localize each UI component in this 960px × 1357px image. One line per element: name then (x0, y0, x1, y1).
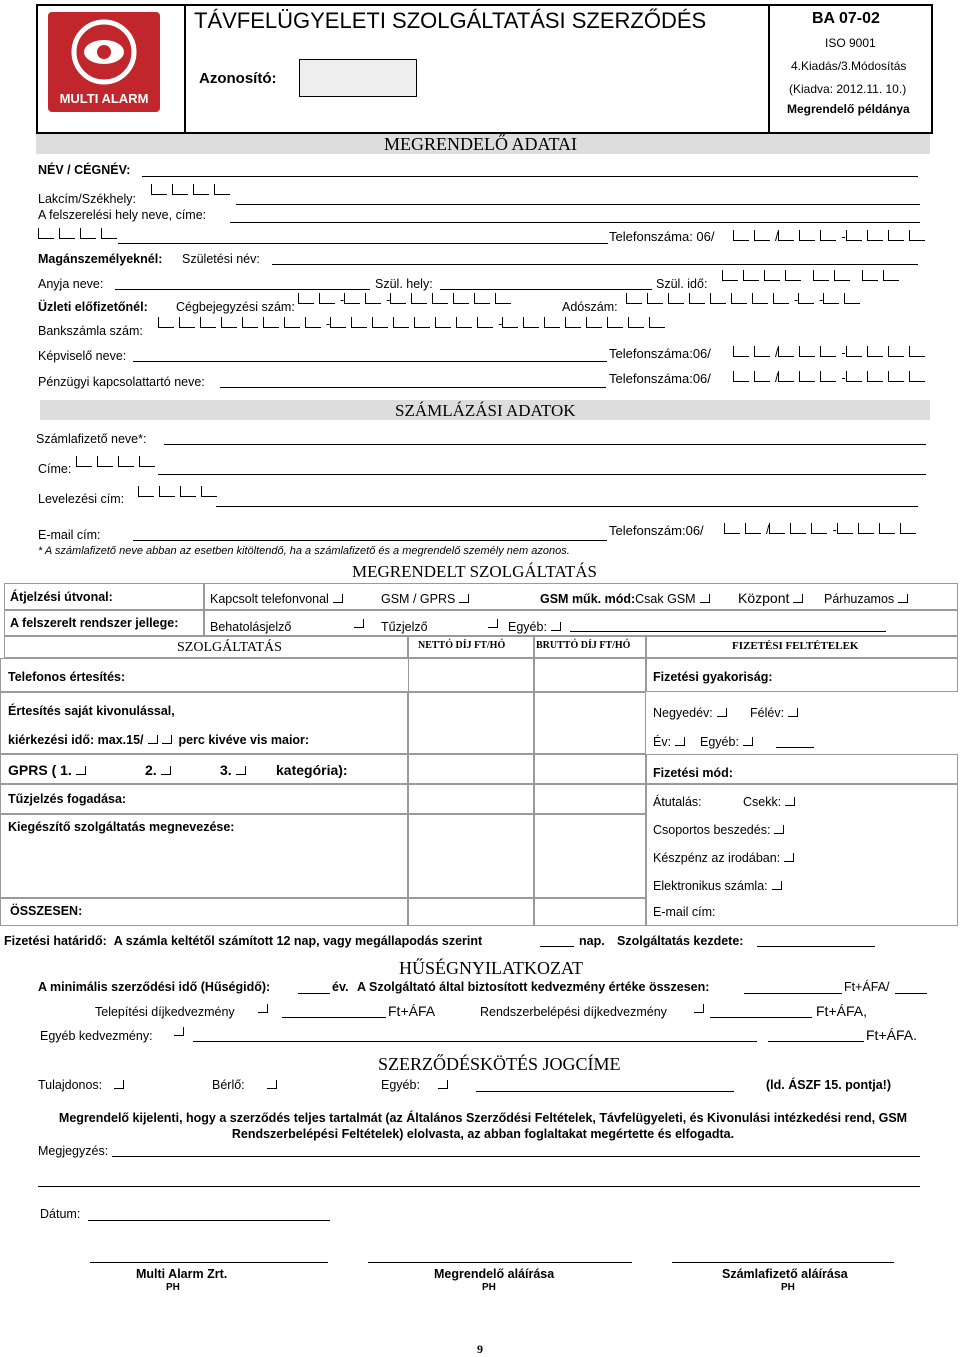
owner-option[interactable] (38, 1078, 124, 1092)
remark-field-2[interactable] (38, 1186, 920, 1187)
option-parallel[interactable] (824, 592, 908, 606)
response-label (8, 733, 309, 747)
loyalty-section-title: HŰSÉGNYILATKOZAT (399, 958, 583, 978)
other-freq-label: Egyéb: (700, 735, 739, 749)
customer-section-title: MEGRENDELŐ ADATAI (384, 134, 578, 154)
finance-contact-field[interactable] (220, 387, 606, 388)
parallel-label: Párhuzamos (824, 592, 895, 606)
gprs-label: GPRS ( 1. (8, 762, 72, 778)
company-reg-label: Cégbejegyzési szám: (176, 300, 295, 314)
landline-checkbox[interactable] (333, 594, 343, 603)
mail-address-field[interactable] (216, 506, 918, 507)
method-label: Fizetési mód: (653, 766, 733, 780)
tax-boxes[interactable]: - - (626, 293, 865, 307)
gprs-category-label: kategória): (276, 762, 348, 778)
option-central[interactable] (738, 590, 803, 606)
install-discount-checkbox[interactable] (258, 1004, 268, 1013)
iso-label: ISO 9001 (825, 36, 876, 50)
patrol-label: Értesítés saját kivonulással, (8, 704, 175, 718)
min-term-label: A minimális szerződési idő (Hűségidő): (38, 980, 271, 994)
logo-text: MULTI ALARM (59, 91, 149, 106)
year-checkbox[interactable] (675, 737, 685, 746)
birth-place-label: Szül. hely: (375, 277, 433, 291)
gross-fire-cell[interactable] (534, 784, 646, 814)
other-system-checkbox[interactable] (551, 622, 561, 631)
net-gprs-cell[interactable] (408, 754, 534, 784)
copy-label: Megrendelő példánya (787, 102, 910, 116)
gprs-row (8, 762, 86, 778)
install-address-field[interactable] (118, 243, 608, 244)
gross-total-cell[interactable] (534, 898, 646, 926)
quarter-label: Negyedév: (653, 706, 713, 720)
sig1-label: Multi Alarm Zrt. (136, 1267, 228, 1281)
deadline-days-field[interactable] (540, 946, 574, 947)
other-discount-checkbox[interactable] (174, 1027, 184, 1036)
address-label: Lakcím/Székhely: (38, 192, 136, 206)
billing-phone-label: Telefonszám:06/ (609, 523, 704, 538)
bank-boxes[interactable]: - - (158, 317, 670, 331)
option-fire[interactable] (381, 620, 428, 634)
system-label: A felszerelt rendszer jellege: (10, 616, 179, 630)
deadline-text: A számla keltétől számított 12 nap, vagy megállapodás szerint (113, 934, 483, 948)
mother-name-field[interactable] (115, 289, 370, 290)
intrusion-label: Behatolásjelző (210, 620, 292, 634)
fire-checkbox[interactable] (488, 619, 498, 628)
other-discount-field[interactable] (193, 1041, 757, 1042)
finance-phone-label: Telefonszáma:06/ (609, 371, 711, 386)
page-number: 9 (477, 1342, 483, 1356)
rep-phone-boxes[interactable]: / - (733, 346, 930, 360)
option-gsm[interactable] (381, 592, 469, 606)
install-zip-boxes[interactable] (38, 228, 122, 242)
edition-label: 4.Kiadás/3.Módosítás (791, 59, 907, 73)
transfer-label: Átutalás: (653, 795, 702, 809)
aszf-ref: (ld. ÁSZF 15. pontja!) (766, 1078, 891, 1092)
gsm-mode (540, 592, 710, 606)
gprs-cat2 (145, 762, 171, 778)
payer-zip-boxes[interactable] (76, 456, 160, 470)
tenant-option[interactable] (212, 1078, 277, 1092)
sig3-label: Számlafizető aláírása (722, 1267, 848, 1281)
sig2-line[interactable] (368, 1262, 632, 1263)
days-label: nap. (579, 934, 605, 948)
gsm-checkbox[interactable] (459, 594, 469, 603)
header-divider-1 (184, 6, 186, 132)
ph-3: PH (781, 1282, 795, 1293)
ph-1: PH (166, 1282, 180, 1293)
quarter-checkbox[interactable] (717, 708, 727, 717)
finance-contact-label: Pénzügyi kapcsolattartó neve: (38, 375, 205, 389)
tenant-label: Bérlő: (212, 1078, 245, 1092)
group-label: Csoportos beszedés: (653, 823, 771, 837)
sig1-line[interactable] (90, 1262, 328, 1263)
payer-label: Számlafizető neve*: (36, 432, 147, 446)
billing-phone-boxes[interactable]: / - (724, 523, 921, 537)
entry-discount-unit: Ft+ÁFA, (816, 1003, 867, 1019)
remark-field-1[interactable] (112, 1156, 920, 1157)
min-term-year: év. (332, 980, 349, 994)
cheque-label: Csekk: (743, 795, 782, 809)
intrusion-checkbox[interactable] (354, 619, 364, 628)
central-checkbox[interactable] (793, 594, 803, 603)
year-label: Év: (653, 735, 672, 749)
year-option[interactable] (653, 735, 685, 749)
quarter-option[interactable] (653, 706, 727, 720)
declaration-text: Megrendelő kijelenti, hogy a szerződés teljes tartalmát (az Általános Szerződési Feltételek, Távfelügyeleti, és Kivonulási intézkedési rend, GSM Rendszerbelépési Feltételek) elolvasta, az abban foglaltakat megértette és elfogadta. (58, 1111, 908, 1141)
discount-period-field[interactable] (895, 993, 927, 994)
sig3-line[interactable] (672, 1262, 894, 1263)
private-label: Magánszemélyeknél: (38, 252, 163, 266)
billing-section-title: SZÁMLÁZÁSI ADATOK (395, 401, 576, 420)
gross-gprs-cell[interactable] (534, 754, 646, 784)
billing-note: * A számlafizető neve abban az esetben kitöltendő, ha a számlafizető és a megrendelő személy nem azonos. (38, 545, 570, 557)
name-label: NÉV / CÉGNÉV: (38, 163, 131, 177)
tenant-checkbox[interactable] (267, 1080, 277, 1089)
col-gross-label: BRUTTÓ DÍJ FT/HÓ (536, 640, 631, 651)
gsm-only-checkbox[interactable] (700, 594, 710, 603)
fire-recv-label: Tűzjelzés fogadása: (8, 792, 127, 806)
central-label: Központ (738, 590, 790, 606)
id-label: Azonosító: (199, 70, 277, 87)
other-freq-option[interactable] (700, 735, 753, 749)
gprs-cat3-checkbox[interactable] (236, 766, 246, 775)
net-phone-cell[interactable] (408, 658, 534, 692)
fire-label: Tűzjelző (381, 620, 428, 634)
rep-field[interactable] (133, 361, 607, 362)
extra-label: Kiegészítő szolgáltatás megnevezése: (8, 820, 235, 834)
payer-address-field[interactable] (158, 474, 926, 475)
bank-label: Bankszámla szám: (38, 324, 143, 338)
install-phone-boxes[interactable]: / - (733, 230, 930, 244)
landline-label: Kapcsolt telefonvonal (210, 592, 329, 606)
birth-date-label: Szül. idő: (656, 277, 708, 291)
cash-label: Készpénz az irodában: (653, 851, 781, 865)
gprs-cat2-label: 2. (145, 762, 157, 778)
other-legal-option[interactable] (381, 1078, 448, 1092)
mail-zip-boxes[interactable] (138, 486, 222, 500)
document-title: TÁVFELÜGYELETI SZOLGÁLTATÁSI SZERZŐDÉS (194, 8, 707, 33)
total-label: ÖSSZESEN: (10, 904, 83, 918)
gprs-cat1-checkbox[interactable] (76, 766, 86, 775)
entry-discount-field[interactable] (710, 1017, 812, 1018)
route-label: Átjelzési útvonal: (10, 590, 113, 604)
legal-section-title: SZERZŐDÉSKÖTÉS JOGCÍME (378, 1054, 621, 1074)
install-discount-unit: Ft+ÁFA (388, 1003, 436, 1019)
other-legal-label: Egyéb: (381, 1078, 420, 1092)
gsm-mode-label: GSM műk. mód: (540, 592, 636, 606)
gross-patrol-cell[interactable] (534, 692, 646, 754)
payer-address-label: Címe: (38, 462, 72, 476)
tax-label: Adószám: (562, 300, 618, 314)
company-logo (48, 12, 160, 112)
billing-email-label: E-mail cím: (38, 528, 101, 542)
parallel-checkbox[interactable] (898, 594, 908, 603)
other-freq-field[interactable] (776, 747, 814, 748)
gprs-cat3 (220, 762, 246, 778)
col-terms-label: FIZETÉSI FELTÉTELEK (732, 640, 859, 652)
discount-label: A Szolgáltató által biztosított kedvezmény értéke összesen: (357, 980, 710, 994)
gross-phone-cell[interactable] (534, 658, 646, 692)
net-fire-cell[interactable] (408, 784, 534, 814)
other-discount-label: Egyéb kedvezmény: (40, 1029, 153, 1043)
owner-label: Tulajdonos: (38, 1078, 103, 1092)
service-section-title: MEGRENDELT SZOLGÁLTATÁS (352, 562, 597, 581)
owner-checkbox[interactable] (114, 1080, 124, 1089)
install-discount-field[interactable] (282, 1017, 386, 1018)
payment-deadline (4, 934, 482, 948)
einvoice-label: Elektronikus számla: (653, 879, 768, 893)
net-patrol-cell[interactable] (408, 692, 534, 754)
other-legal-checkbox[interactable] (438, 1080, 448, 1089)
discount-field[interactable] (744, 993, 842, 994)
gprs-cat2-checkbox[interactable] (161, 766, 171, 775)
install-site-label: A felszerelési hely neve, címe: (38, 208, 207, 222)
doc-code: BA 07-02 (812, 10, 880, 27)
einvoice-email-label: E-mail cím: (653, 905, 716, 919)
business-label: Üzleti előfizetőnél: (38, 300, 148, 314)
ph-2: PH (482, 1282, 496, 1293)
date-label: Dátum: (40, 1207, 81, 1221)
gsm-label: GSM / GPRS (381, 592, 456, 606)
start-label: Szolgáltatás kezdete: (617, 934, 744, 948)
remark-label: Megjegyzés: (38, 1144, 109, 1158)
birth-name-field[interactable] (272, 264, 918, 265)
issued-label: (Kiadva: 2012.11. 10.) (789, 82, 907, 96)
col-net-label: NETTÓ DÍJ FT/HÓ (418, 640, 506, 651)
net-extra-cell[interactable] (408, 814, 534, 898)
mail-address-label: Levelezési cím: (38, 492, 125, 506)
option-other[interactable] (508, 620, 561, 634)
other-discount-amount-field[interactable] (768, 1041, 864, 1042)
id-field[interactable] (299, 59, 417, 97)
half-label: Félév: (750, 706, 785, 720)
option-intrusion[interactable] (210, 620, 291, 634)
entry-discount-checkbox[interactable] (694, 1004, 704, 1013)
finance-phone-boxes[interactable]: / - (733, 371, 930, 385)
gross-extra-cell[interactable] (534, 814, 646, 898)
response-box-2[interactable] (162, 735, 172, 744)
half-checkbox[interactable] (788, 708, 798, 717)
mother-name-label: Anyja neve: (38, 277, 104, 291)
gsm-only-label: Csak GSM (635, 592, 696, 606)
net-total-cell[interactable] (408, 898, 534, 926)
start-field[interactable] (757, 946, 875, 947)
other-discount-unit: Ft+ÁFA. (866, 1027, 917, 1043)
address-zip-boxes[interactable] (151, 184, 235, 198)
other-legal-field[interactable] (476, 1091, 734, 1092)
date-field[interactable] (88, 1220, 330, 1221)
col-service-label: SZOLGÁLTATÁS (177, 640, 282, 655)
name-field[interactable] (142, 176, 918, 177)
address-field[interactable] (236, 204, 920, 205)
other-freq-checkbox[interactable] (743, 737, 753, 746)
system-options-cell (204, 610, 958, 636)
gprs-cat3-label: 3. (220, 762, 232, 778)
eye-emblem-icon (48, 12, 160, 92)
rep-phone-label: Telefonszáma:06/ (609, 346, 711, 361)
min-term-field[interactable] (298, 993, 330, 994)
company-reg-boxes[interactable]: - - (298, 293, 516, 307)
discount-unit: Ft+ÁFA/ (844, 980, 890, 994)
install-site-field[interactable] (230, 222, 920, 223)
response-text-2: perc kivéve vis maior: (178, 733, 310, 747)
rep-label: Képviselő neve: (38, 349, 127, 363)
birth-name-label: Születési név: (182, 252, 260, 266)
billing-email-field[interactable] (133, 540, 607, 541)
header-divider-2 (768, 6, 770, 132)
other-system-field[interactable] (570, 631, 886, 632)
other-system-label: Egyéb: (508, 620, 547, 634)
install-phone-label: Telefonszáma: 06/ (609, 229, 715, 244)
phone-notify-label: Telefonos értesítés: (8, 670, 126, 684)
sig2-label: Megrendelő aláírása (434, 1267, 555, 1281)
option-landline[interactable] (210, 592, 343, 606)
birth-place-field[interactable] (440, 289, 652, 290)
response-box-1[interactable] (148, 735, 158, 744)
deadline-label: Fizetési határidő: (4, 934, 107, 948)
install-discount-label: Telepítési díjkedvezmény (95, 1005, 235, 1019)
freq-label: Fizetési gyakoriság: (653, 670, 773, 684)
entry-discount-label: Rendszerbelépési díjkedvezmény (480, 1005, 667, 1019)
response-text: kiérkezési idő: max.15/ (8, 733, 144, 747)
payer-field[interactable] (164, 444, 926, 445)
half-option[interactable] (750, 706, 798, 720)
birth-date-boxes[interactable] (722, 270, 904, 284)
